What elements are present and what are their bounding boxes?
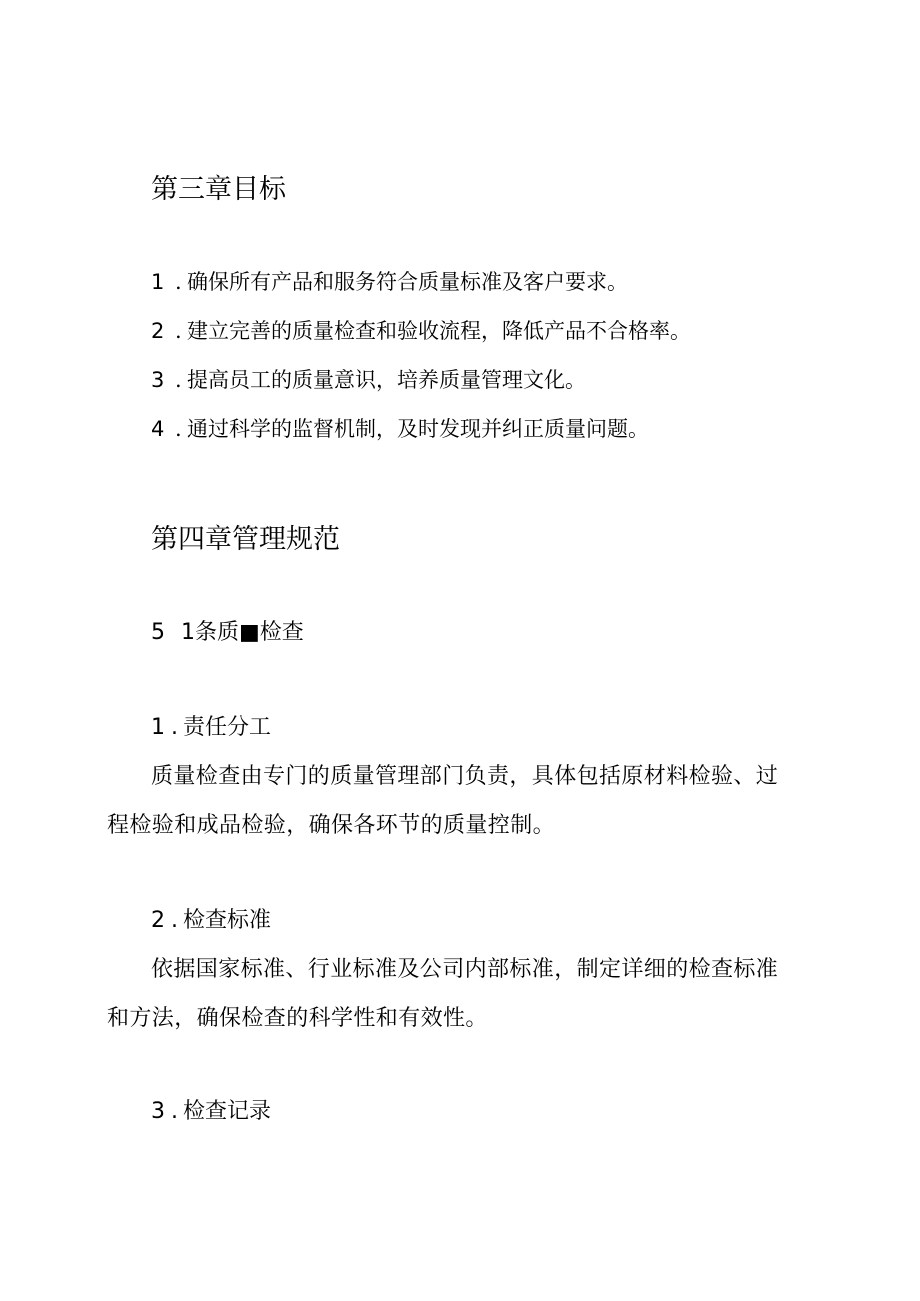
section-heading <box>151 1101 271 1123</box>
list-item <box>151 321 691 342</box>
chapter-title: 第四章管理规范 <box>151 524 340 555</box>
section-dot: . <box>171 715 178 740</box>
list-item <box>151 272 628 293</box>
article-heading <box>151 622 304 644</box>
section-number: 3 <box>151 1099 165 1124</box>
paragraph-line: 依据国家标准、行业标准及公司内部标准，制定详细的检查标准 <box>151 957 779 982</box>
list-item-dot: . <box>175 270 182 294</box>
list-item-dot: . <box>175 368 182 392</box>
paragraph-line: 程检验和成品检验，确保各环节的质量控制。 <box>107 813 556 838</box>
list-item-dot: . <box>175 319 182 343</box>
section-title: 检查标准 <box>183 908 272 933</box>
section-dot: . <box>171 908 178 933</box>
section-heading <box>151 717 271 739</box>
list-item-number: 3 <box>151 368 165 392</box>
list-item-text: 通过科学的监督机制，及时发现并纠正质量问题。 <box>187 417 649 441</box>
list-item-number: 4 <box>151 417 165 441</box>
list-item-text: 确保所有产品和服务符合质量标准及客户要求。 <box>187 270 628 294</box>
section-title: 检查记录 <box>183 1099 272 1124</box>
article-number: 5 <box>151 620 165 645</box>
list-item <box>151 419 649 440</box>
section-title: 责任分工 <box>183 715 272 740</box>
list-item-dot: . <box>175 417 182 441</box>
list-item-text: 提高员工的质量意识，培养质量管理文化。 <box>187 368 586 392</box>
list-item <box>151 370 586 391</box>
section-heading <box>151 910 271 932</box>
paragraph-line: 和方法，确保检查的科学性和有效性。 <box>107 1006 488 1031</box>
list-item-number: 2 <box>151 319 165 343</box>
section-number: 2 <box>151 908 165 933</box>
list-item-number: 1 <box>151 270 165 294</box>
section-dot: . <box>171 1099 178 1124</box>
chapter-title: 第三章目标 <box>151 174 286 205</box>
section-number: 1 <box>151 715 165 740</box>
article-title: 1条质■检查 <box>181 620 304 645</box>
list-item-text: 建立完善的质量检查和验收流程，降低产品不合格率。 <box>187 319 691 343</box>
paragraph-line: 质量检查由专门的质量管理部门负责，具体包括原材料检验、过 <box>151 764 779 789</box>
